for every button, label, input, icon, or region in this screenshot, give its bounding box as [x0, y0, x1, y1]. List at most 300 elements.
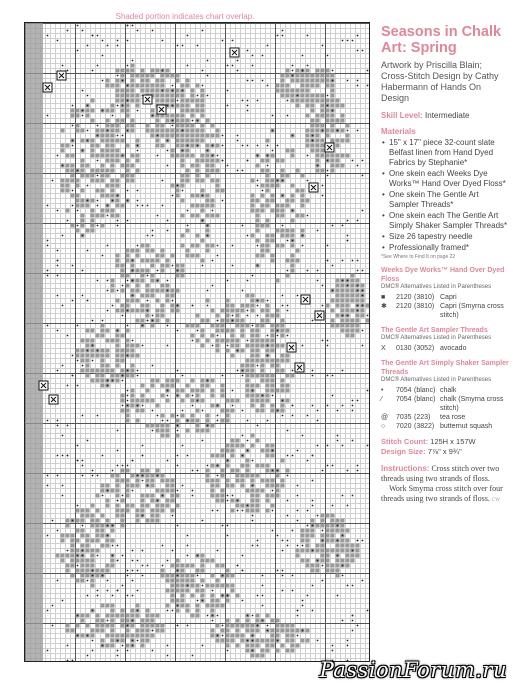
chart-dot-stitch: [207, 380, 209, 382]
chart-stitch: [96, 519, 100, 523]
chart-stitch: [321, 549, 325, 553]
chart-dot-stitch: [182, 485, 184, 487]
chart-stitch: [136, 74, 140, 78]
chart-dot-stitch: [257, 180, 259, 182]
chart-stitch: [316, 134, 320, 138]
chart-stitch: [131, 79, 135, 83]
chart-dot-stitch: [192, 395, 194, 397]
chart-stitch: [236, 444, 240, 448]
chart-stitch: [236, 644, 240, 648]
chart-stitch: [306, 104, 310, 108]
chart-stitch: [251, 179, 255, 183]
chart-stitch: [106, 194, 110, 198]
chart-stitch: [136, 299, 140, 303]
chart-dot-stitch: [152, 650, 154, 652]
chart-stitch: [246, 304, 250, 308]
chart-stitch: [266, 394, 270, 398]
chart-dot-stitch: [127, 650, 129, 652]
chart-stitch: [131, 289, 135, 293]
chart-stitch: [326, 569, 330, 573]
chart-stitch: [231, 354, 235, 358]
chart-stitch: [216, 324, 220, 328]
chart-dot-stitch: [192, 405, 194, 407]
chart-stitch: [246, 394, 250, 398]
chart-stitch: [101, 179, 105, 183]
chart-stitch: [216, 344, 220, 348]
chart-stitch: [176, 584, 180, 588]
chart-dot-stitch: [52, 625, 54, 627]
chart-stitch: [346, 309, 350, 313]
chart-stitch: [301, 534, 305, 538]
chart-dot-stitch: [222, 145, 224, 147]
chart-stitch: [221, 384, 225, 388]
chart-stitch: [91, 149, 95, 153]
chart-stitch: [121, 89, 125, 93]
chart-stitch: [81, 569, 85, 573]
chart-stitch: [291, 94, 295, 98]
chart-stitch: [136, 169, 140, 173]
chart-stitch: [346, 304, 350, 308]
chart-stitch: [106, 119, 110, 123]
chart-stitch: [181, 119, 185, 123]
chart-stitch: [216, 579, 220, 583]
chart-dot-stitch: [177, 270, 179, 272]
chart-dot-stitch: [352, 585, 354, 587]
chart-dot-stitch: [257, 425, 259, 427]
chart-stitch: [166, 489, 170, 493]
chart-stitch: [186, 124, 190, 128]
chart-stitch: [331, 529, 335, 533]
chart-dot-stitch: [332, 110, 334, 112]
chart-stitch: [146, 614, 150, 618]
chart-stitch: [121, 74, 125, 78]
chart-stitch: [266, 249, 270, 253]
chart-stitch: [286, 374, 290, 378]
chart-stitch: [216, 314, 220, 318]
chart-stitch: [331, 84, 335, 88]
chart-stitch: [341, 164, 345, 168]
skill-label: Skill Level:: [381, 111, 423, 120]
chart-dot-stitch: [127, 390, 129, 392]
chart-dot-stitch: [312, 455, 314, 457]
chart-dot-stitch: [132, 620, 134, 622]
chart-stitch: [216, 169, 220, 173]
chart-dot-stitch: [282, 570, 284, 572]
chart-stitch: [196, 604, 200, 608]
chart-stitch: [101, 139, 105, 143]
chart-stitch: [106, 569, 110, 573]
chart-dot-stitch: [337, 410, 339, 412]
chart-stitch: [131, 99, 135, 103]
chart-dot-stitch: [272, 530, 274, 532]
chart-stitch: [231, 309, 235, 313]
chart-dot-stitch: [62, 365, 64, 367]
chart-stitch: [291, 184, 295, 188]
chart-dot-stitch: [47, 325, 49, 327]
chart-stitch: [246, 619, 250, 623]
chart-stitch: [226, 449, 230, 453]
chart-stitch: [86, 369, 90, 373]
chart-dot-stitch: [317, 165, 319, 167]
chart-stitch: [256, 384, 260, 388]
chart-stitch: [326, 114, 330, 118]
chart-stitch: [106, 504, 110, 508]
chart-stitch: [291, 229, 295, 233]
chart-dot-stitch: [47, 650, 49, 652]
chart-stitch: [136, 354, 140, 358]
chart-stitch: [121, 609, 125, 613]
chart-dot-stitch: [287, 430, 289, 432]
chart-stitch: [116, 139, 120, 143]
chart-dot-stitch: [337, 595, 339, 597]
chart-stitch: [206, 319, 210, 323]
chart-stitch: [141, 409, 145, 413]
chart-stitch: [236, 619, 240, 623]
chart-dot-stitch: [302, 345, 304, 347]
chart-stitch: [96, 614, 100, 618]
chart-dot-stitch: [162, 205, 164, 207]
chart-stitch: [156, 69, 160, 73]
chart-dot-stitch: [82, 550, 84, 552]
chart-stitch: [101, 514, 105, 518]
chart-stitch: [91, 584, 95, 588]
chart-dot-stitch: [362, 210, 364, 212]
chart-stitch: [346, 139, 350, 143]
chart-stitch: [221, 324, 225, 328]
chart-dot-stitch: [307, 155, 309, 157]
chart-stitch: [291, 624, 295, 628]
chart-dot-stitch: [327, 375, 329, 377]
chart-stitch: [181, 214, 185, 218]
chart-stitch: [76, 559, 80, 563]
chart-dot-stitch: [162, 180, 164, 182]
chart-dot-stitch: [257, 245, 259, 247]
chart-stitch: [211, 394, 215, 398]
chart-stitch: [161, 264, 165, 268]
key-name: tea rose: [440, 414, 466, 421]
chart-stitch: [151, 484, 155, 488]
chart-dot-stitch: [187, 555, 189, 557]
materials-section: [381, 127, 509, 260]
chart-stitch: [71, 629, 75, 633]
chart-dot-stitch: [347, 220, 349, 222]
chart-stitch: [321, 534, 325, 538]
chart-stitch: [251, 629, 255, 633]
chart-stitch: [151, 384, 155, 388]
chart-dot-stitch: [137, 145, 139, 147]
chart-stitch: [126, 644, 130, 648]
chart-dot-stitch: [322, 45, 324, 47]
chart-dot-stitch: [122, 585, 124, 587]
chart-stitch: [151, 289, 155, 293]
chart-stitch: [81, 564, 85, 568]
chart-dot-stitch: [167, 230, 169, 232]
chart-stitch: [211, 634, 215, 638]
chart-stitch: [246, 369, 250, 373]
chart-stitch: [146, 639, 150, 643]
chart-dot-stitch: [82, 235, 84, 237]
key-name: Capri: [440, 294, 457, 301]
chart-stitch: [301, 229, 305, 233]
chart-stitch: [91, 339, 95, 343]
chart-stitch: [191, 194, 195, 198]
chart-stitch: [346, 289, 350, 293]
chart-dot-stitch: [187, 145, 189, 147]
chart-stitch: [201, 344, 205, 348]
chart-stitch: [166, 589, 170, 593]
chart-stitch: [181, 174, 185, 178]
chart-dot-stitch: [167, 645, 169, 647]
chart-stitch: [116, 119, 120, 123]
chart-stitch: [191, 94, 195, 98]
chart-stitch: [346, 529, 350, 533]
chart-dot-stitch: [57, 295, 59, 297]
chart-stitch: [221, 394, 225, 398]
chart-dot-stitch: [217, 475, 219, 477]
chart-stitch: [131, 394, 135, 398]
chart-dot-stitch: [127, 355, 129, 357]
chart-dot-stitch: [252, 515, 254, 517]
materials-item: • 15" x 17" piece 32-count slate Belfast linen from Hand Dyed Fabrics by Stephanie*: [389, 138, 509, 168]
chart-dot-stitch: [72, 660, 74, 662]
chart-dot-stitch: [167, 165, 169, 167]
chart-stitch: [206, 134, 210, 138]
chart-dot-stitch: [327, 465, 329, 467]
chart-dot-stitch: [327, 95, 329, 97]
chart-stitch: [136, 254, 140, 258]
chart-dot-stitch: [282, 295, 284, 297]
key-name: butternut squash: [440, 423, 493, 430]
chart-dot-stitch: [357, 165, 359, 167]
chart-dot-stitch: [167, 460, 169, 462]
chart-stitch: [216, 214, 220, 218]
chart-dot-stitch: [362, 540, 364, 542]
chart-dot-stitch: [327, 445, 329, 447]
chart-stitch: [131, 484, 135, 488]
chart-stitch: [186, 589, 190, 593]
chart-stitch: [131, 164, 135, 168]
chart-stitch: [266, 479, 270, 483]
chart-stitch: [101, 534, 105, 538]
chart-stitch: [201, 594, 205, 598]
chart-dot-stitch: [247, 440, 249, 442]
chart-dot-stitch: [292, 70, 294, 72]
chart-dot-stitch: [242, 455, 244, 457]
cross-stitch-chart: [24, 22, 370, 662]
chart-stitch: [201, 329, 205, 333]
chart-stitch: [121, 264, 125, 268]
chart-stitch: [111, 139, 115, 143]
chart-stitch: [81, 544, 85, 548]
chart-stitch: [256, 504, 260, 508]
chart-dot-stitch: [322, 185, 324, 187]
chart-stitch: [326, 539, 330, 543]
chart-dot-stitch: [357, 290, 359, 292]
chart-dot-stitch: [207, 615, 209, 617]
chart-stitch: [271, 359, 275, 363]
chart-stitch: [336, 144, 340, 148]
chart-stitch: [81, 614, 85, 618]
key-dmc: (3810): [414, 294, 435, 301]
chart-stitch: [166, 89, 170, 93]
key-code: 7054: [396, 396, 412, 403]
chart-dot-stitch: [352, 630, 354, 632]
chart-dot-stitch: [342, 535, 344, 537]
chart-dot-stitch: [92, 640, 94, 642]
chart-stitch: [256, 509, 260, 513]
chart-stitch: [196, 394, 200, 398]
chart-dot-stitch: [232, 245, 234, 247]
chart-stitch: [96, 539, 100, 543]
chart-stitch: [231, 469, 235, 473]
chart-dot-stitch: [187, 420, 189, 422]
key-row: [381, 293, 509, 302]
chart-dot-stitch: [82, 465, 84, 467]
chart-dot-stitch: [117, 290, 119, 292]
chart-dot-stitch: [142, 205, 144, 207]
chart-stitch: [191, 214, 195, 218]
chart-dot-stitch: [167, 105, 169, 107]
chart-dot-stitch: [127, 405, 129, 407]
chart-dot-stitch: [57, 210, 59, 212]
chart-dot-stitch: [272, 490, 274, 492]
chart-stitch: [241, 479, 245, 483]
chart-stitch: [151, 264, 155, 268]
chart-stitch: [236, 309, 240, 313]
chart-stitch: [66, 179, 70, 183]
chart-dot-stitch: [157, 415, 159, 417]
chart-stitch: [301, 559, 305, 563]
chart-dot-stitch: [247, 615, 249, 617]
chart-stitch: [291, 259, 295, 263]
chart-dot-stitch: [142, 455, 144, 457]
chart-dot-stitch: [212, 590, 214, 592]
chart-stitch: [211, 494, 215, 498]
chart-dot-stitch: [312, 480, 314, 482]
chart-dot-stitch: [177, 525, 179, 527]
chart-stitch: [131, 64, 135, 68]
chart-stitch: [261, 479, 265, 483]
chart-dot-stitch: [82, 295, 84, 297]
chart-stitch: [316, 544, 320, 548]
chart-stitch: [341, 284, 345, 288]
chart-stitch: [151, 74, 155, 78]
chart-dot-stitch: [202, 195, 204, 197]
chart-dot-stitch: [87, 350, 89, 352]
chart-stitch: [116, 349, 120, 353]
chart-dot-stitch: [262, 55, 264, 57]
chart-stitch: [346, 324, 350, 328]
chart-dot-stitch: [72, 190, 74, 192]
chart-stitch: [86, 339, 90, 343]
chart-stitch: [61, 534, 65, 538]
chart-dot-stitch: [272, 510, 274, 512]
chart-stitch: [221, 499, 225, 503]
chart-stitch: [251, 374, 255, 378]
chart-stitch: [156, 129, 160, 133]
chart-dot-stitch: [247, 310, 249, 312]
chart-dot-stitch: [282, 305, 284, 307]
chart-stitch: [331, 114, 335, 118]
chart-stitch: [201, 204, 205, 208]
chart-stitch: [276, 159, 280, 163]
chart-dot-stitch: [292, 210, 294, 212]
chart-stitch: [101, 329, 105, 333]
chart-stitch: [181, 604, 185, 608]
key-code: 7035: [396, 414, 412, 421]
chart-dot-stitch: [147, 205, 149, 207]
chart-stitch: [131, 84, 135, 88]
chart-dot-stitch: [292, 75, 294, 77]
chart-stitch: [176, 134, 180, 138]
chart-stitch: [356, 554, 360, 558]
chart-dot-stitch: [127, 280, 129, 282]
chart-dot-stitch: [117, 225, 119, 227]
chart-stitch: [336, 574, 340, 578]
chart-dot-stitch: [97, 280, 99, 282]
chart-stitch: [106, 614, 110, 618]
chart-stitch: [176, 264, 180, 268]
chart-stitch: [156, 289, 160, 293]
chart-stitch: [331, 154, 335, 158]
chart-dot-stitch: [297, 495, 299, 497]
chart-dot-stitch: [357, 130, 359, 132]
chart-stitch: [136, 84, 140, 88]
chart-dot-stitch: [117, 75, 119, 77]
chart-dot-stitch: [122, 315, 124, 317]
chart-stitch: [81, 579, 85, 583]
chart-stitch: [126, 284, 130, 288]
chart-stitch: [206, 244, 210, 248]
chart-stitch: [141, 309, 145, 313]
chart-stitch: [86, 204, 90, 208]
chart-dot-stitch: [267, 45, 269, 47]
chart-dot-stitch: [322, 195, 324, 197]
chart-dot-stitch: [297, 510, 299, 512]
chart-dot-stitch: [127, 370, 129, 372]
chart-stitch: [216, 564, 220, 568]
chart-stitch: [336, 164, 340, 168]
chart-dot-stitch: [77, 210, 79, 212]
chart-stitch: [121, 524, 125, 528]
chart-stitch: [81, 199, 85, 203]
chart-stitch: [286, 234, 290, 238]
chart-stitch: [226, 339, 230, 343]
chart-stitch: [196, 389, 200, 393]
chart-stitch: [286, 149, 290, 153]
chart-stitch: [296, 104, 300, 108]
chart-stitch: [251, 304, 255, 308]
chart-dot-stitch: [137, 205, 139, 207]
chart-dot-stitch: [82, 270, 84, 272]
chart-stitch: [266, 509, 270, 513]
chart-stitch: [181, 414, 185, 418]
chart-stitch: [96, 214, 100, 218]
chart-dot-stitch: [137, 190, 139, 192]
chart-stitch: [301, 539, 305, 543]
chart-dot-stitch: [212, 210, 214, 212]
chart-stitch: [336, 324, 340, 328]
chart-stitch: [261, 374, 265, 378]
chart-stitch: [341, 309, 345, 313]
chart-dot-stitch: [172, 550, 174, 552]
chart-dot-stitch: [137, 610, 139, 612]
chart-stitch: [191, 579, 195, 583]
chart-stitch: [326, 514, 330, 518]
chart-dot-stitch: [297, 635, 299, 637]
chart-dot-stitch: [297, 295, 299, 297]
chart-stitch: [176, 609, 180, 613]
